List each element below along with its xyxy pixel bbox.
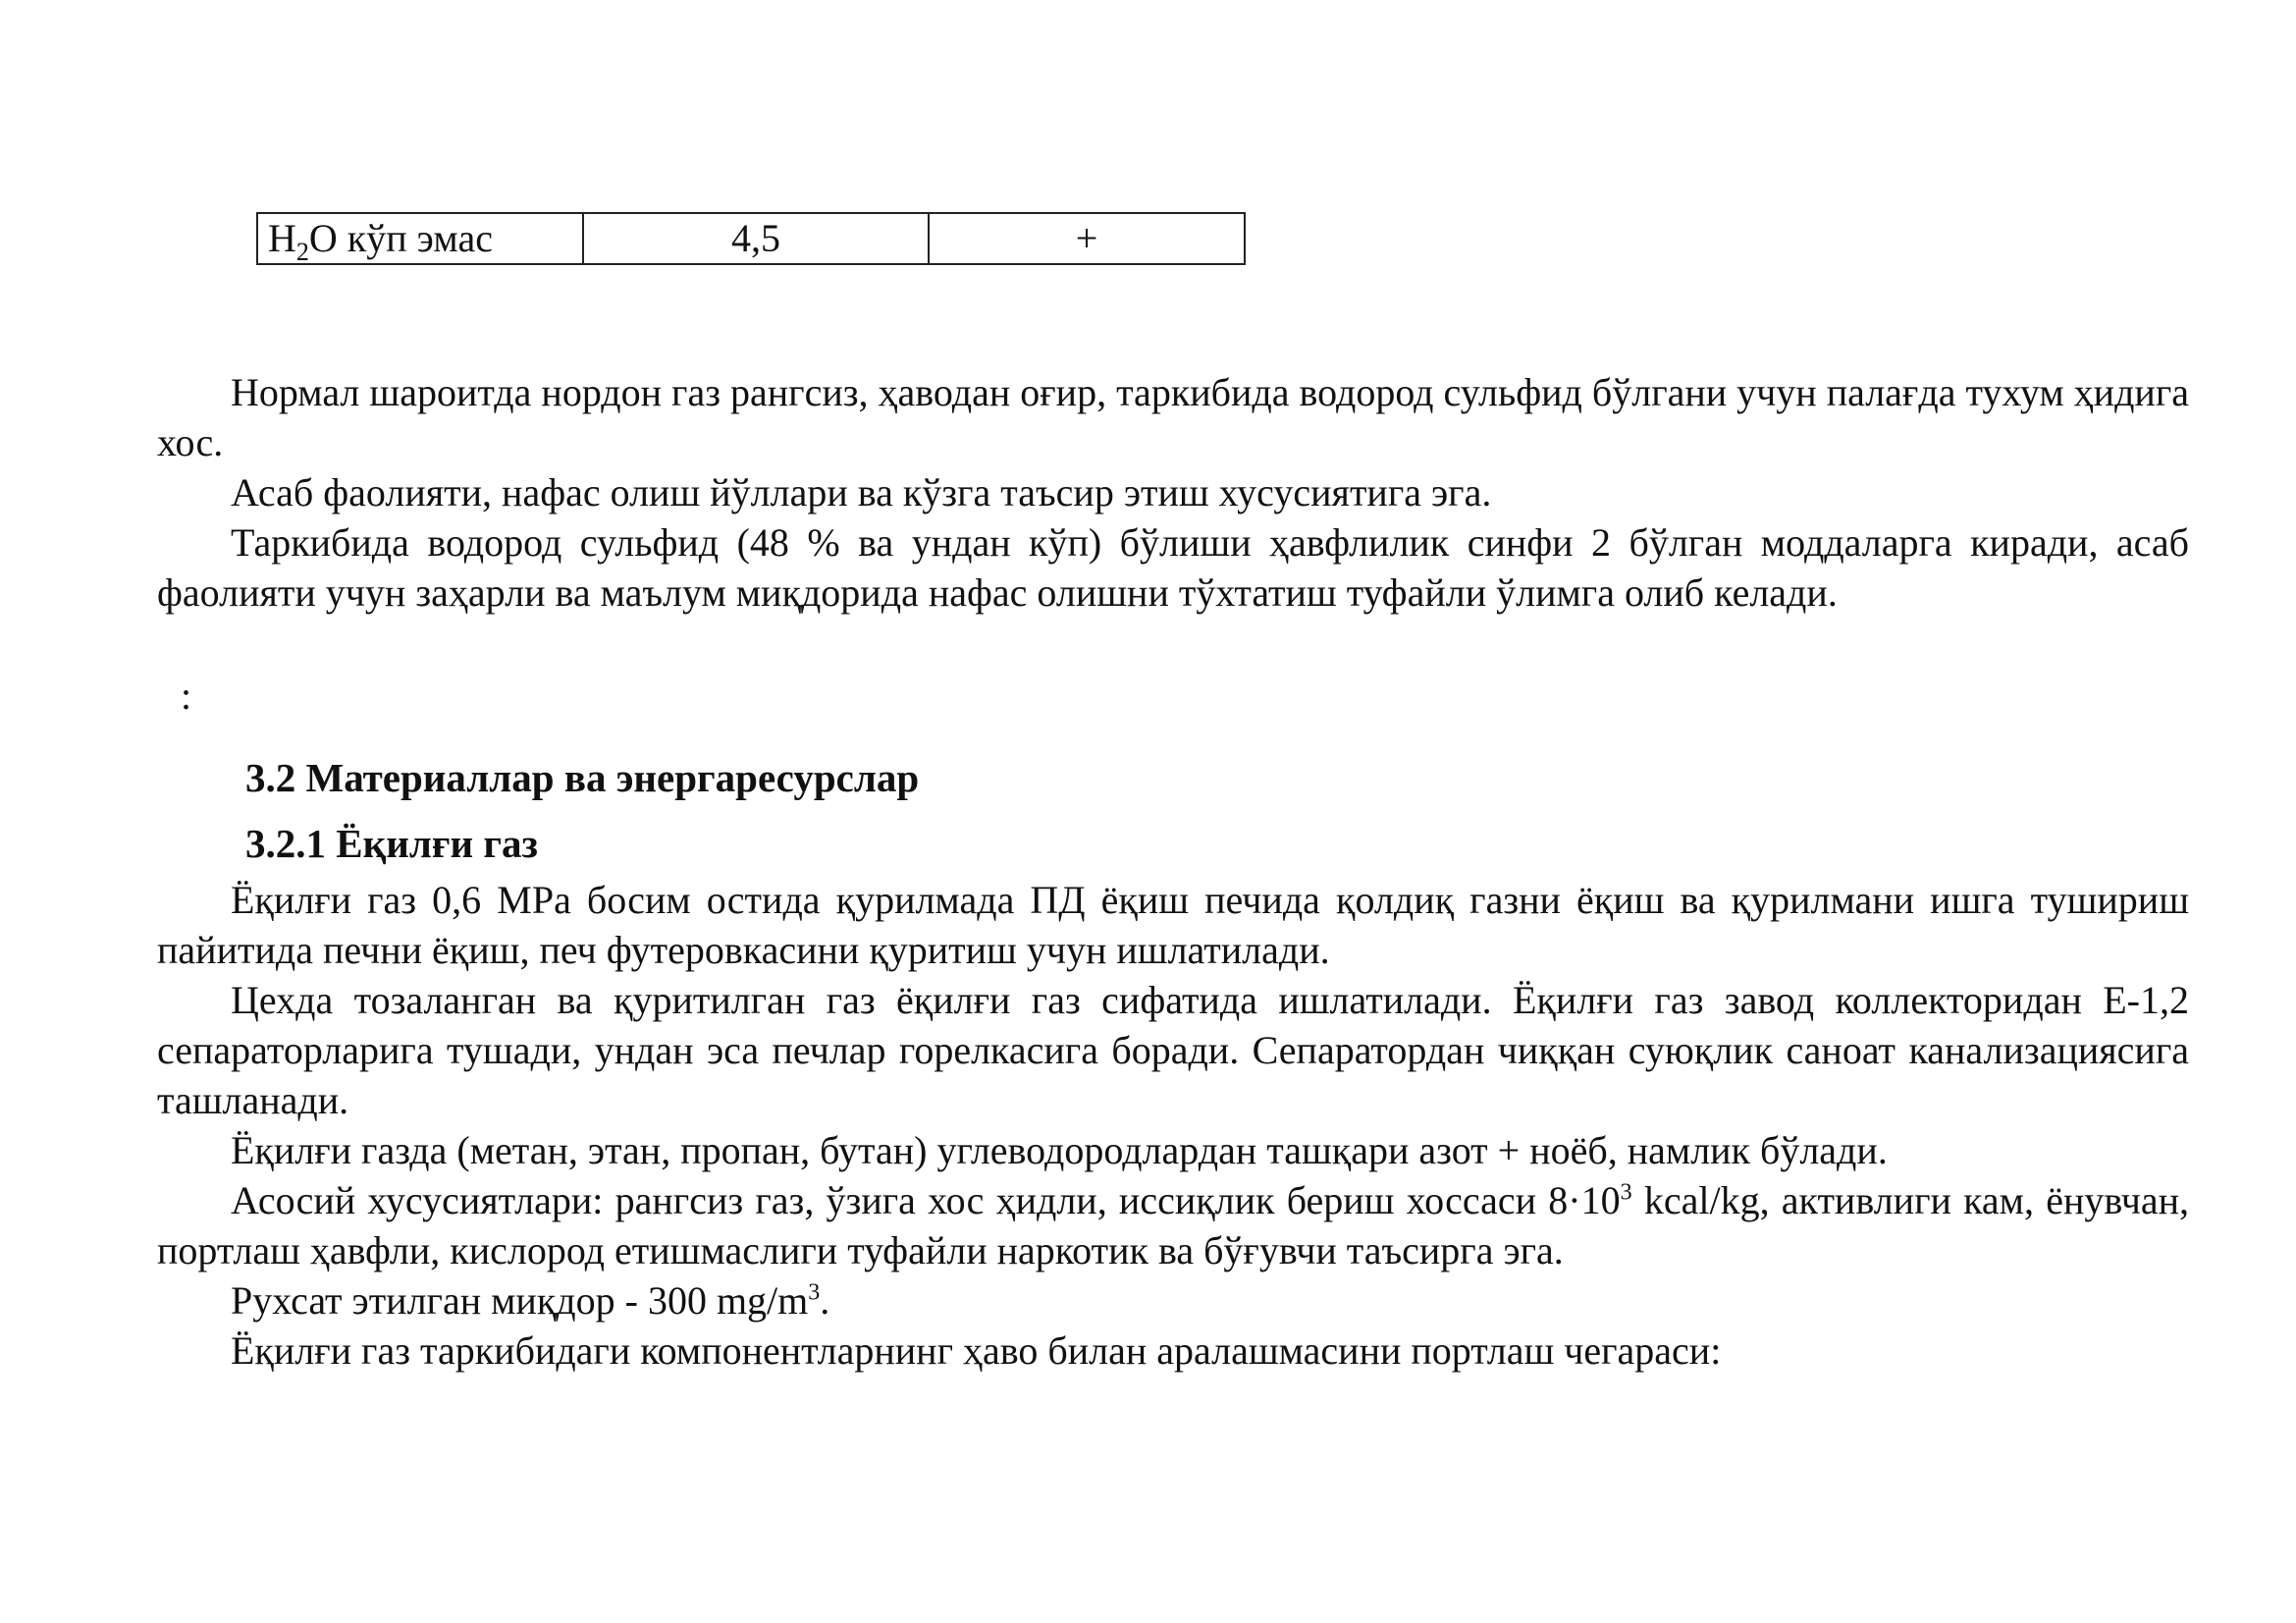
table-row — [257, 213, 1245, 264]
superscript: 3 — [808, 1279, 821, 1306]
fuel-gas-text — [157, 875, 2189, 1376]
paragraph: Ёқилғи газда (метан, этан, пропан, бутан) углеводородлардан ташқари азот + ноёб, намлик бўлади. — [231, 1128, 1888, 1172]
paragraph: Асаб фаолияти, нафас олиш йўллари ва кўзга таъсир этиш хусусиятига эга. — [231, 470, 1492, 514]
paragraph-text: Асосий хусусиятлари: рангсиз газ, ўзига хос ҳидли, иссиқлик бериш хоссаси 8·10 — [231, 1178, 1621, 1222]
superscript: 3 — [1620, 1179, 1632, 1206]
paragraph: Ёқилғи газ таркибидаги компонентларнинг ҳаво билан аралашмасини портлаш чегараси: — [231, 1328, 1722, 1373]
hydrogen-sulfide-text — [157, 367, 2189, 618]
substance-symbol: H — [268, 216, 296, 260]
paragraph-text: . — [820, 1278, 830, 1323]
colon-mark: : — [181, 674, 192, 718]
substance-subscript: 2 — [295, 238, 309, 266]
paragraph: Цехда тозаланган ва қуритилган газ ёқилғи газ сифатида ишлатилади. Ёқилғи газ завод коллекторидан Е-1,2 сепараторларига тушади, ундан эса печлар горелкасига боради. Сепаратордан чиққан суюқлик саноат канализациясига ташланади. — [157, 978, 2189, 1122]
table-cell-value: 4,5 — [583, 213, 929, 264]
table-cell-substance — [257, 213, 583, 264]
paragraph — [157, 1275, 2189, 1325]
table-cell-mark: + — [929, 213, 1245, 264]
paragraph-text: kcal/kg, активлиги кам, ёнувчан, портлаш ҳавфли, кислород етишмаслиги туфайли наркотик ва бўғувчи таъсирга эга. — [157, 1178, 2190, 1272]
paragraph — [157, 1175, 2189, 1275]
paragraph: Нормал шароитда нордон газ рангсиз, ҳаводан оғир, таркибида водород сульфид бўлгани учун палағда тухум ҳидига хос. — [157, 370, 2189, 464]
substance-label: O кўп эмас — [308, 216, 493, 260]
paragraph: Таркибида водород сульфид (48 % ва ундан кўп) бўлиши ҳавфлилик синфи 2 бўлган моддаларга киради, асаб фаолияти учун заҳарли ва маълум миқдорида нафас олишни тўхтатиш туфайли ўлимга олиб келади. — [157, 520, 2189, 615]
section-heading-3-2: 3.2 Материаллар ва энергаресурслар — [245, 755, 920, 800]
section-heading-3-2-1: 3.2.1 Ёқилғи газ — [245, 821, 538, 866]
paragraph: Ёқилғи газ 0,6 MPa босим остида қурилмада ПД ёқиш печида қолдиқ газни ёқиш ва қурилмани ишга тушириш пайитида печни ёқиш, печ футеровкасини қуритиш учун ишлатилади. — [157, 878, 2189, 972]
paragraph-text: Рухсат этилган миқдор - 300 mg/m — [231, 1278, 809, 1323]
component-table — [256, 212, 1246, 265]
